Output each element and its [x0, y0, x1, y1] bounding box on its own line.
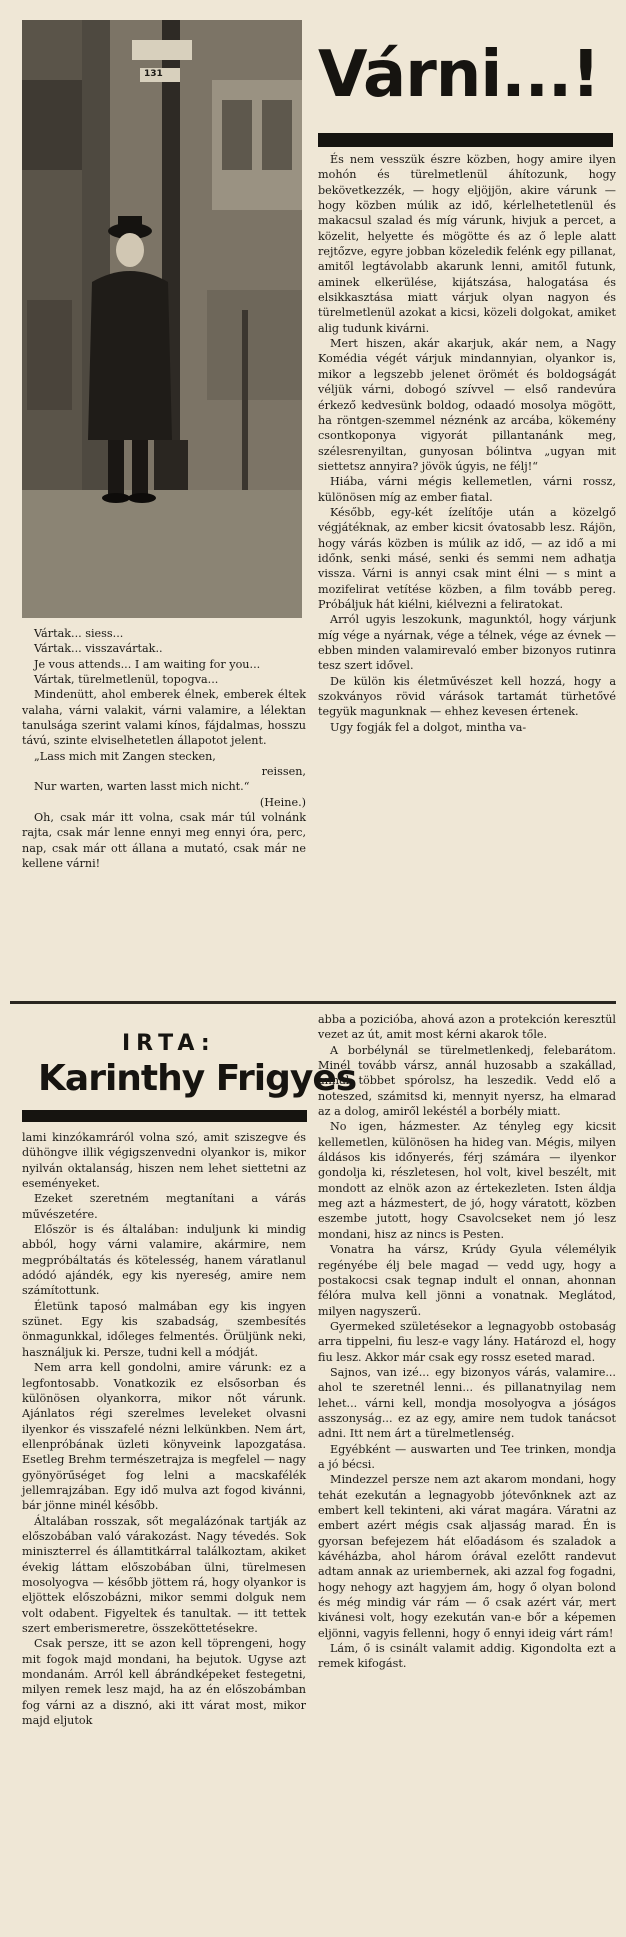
byline-label: IRTA: — [122, 1031, 216, 1056]
paragraph: lami kinzókamráról volna szó, amit sziszegve és dühöngve illik végigszenvedni olyankor is, mikor nyilván oktalanság, hiszen nem lehet siettetni az eseményeket. — [22, 1131, 306, 1191]
paragraph: Mindenütt, ahol emberek élnek, emberek éltek valaha, várni valakit, várni valamire, a lélektan tanulsága szerint valami kínos, fájdalmas, hosszu távú, szinte elviselhetetlen állapotot jelent. — [22, 688, 306, 748]
author-name: Karinthy Frigyes — [38, 1058, 357, 1099]
photo-illustration — [22, 20, 302, 618]
right-top-column — [318, 152, 616, 735]
line: Vártak... visszavártak.. — [34, 642, 163, 656]
paragraph: Mert hiszen, akár akarjuk, akár nem, a Nagy Komédia végét várjuk mindannyian, olyankor is, mikor a legszebb jelenet örömét és boldogságát véljük várni, dobogó szívvel — első randevúra érkező kedvesünk boldog, odaadó mosolya mögött, ha röntgen-szemmel néznénk az arcába, kökemény csontkoponya vigyorát pillantanánk meg, szélesrenyiltan, gunyosan bólintva „ugyan mit siettetsz annyira? jövök úgyis, ne félj!“ — [318, 337, 616, 473]
paragraph: De külön kis életművészet kell hozzá, hogy a szokványos rövid várások tartamát türhetővé tegyük magunknak — ehhez kevesen értenek. — [318, 674, 616, 719]
paragraph: Gyermeked születésekor a legnagyobb ostobaság arra tippelni, fiu lesz-e vagy lány. Határozd el, hogy fiu lesz. Akkor már csak egy rossz eseted marad. — [318, 1319, 616, 1364]
left-bottom-column — [22, 1130, 306, 1728]
paragraph: No igen, házmester. Az tényleg egy kicsit kellemetlen, különösen ha hideg van. Mégis, milyen áldásos kis időnyerés, férj számára — ilyenkor gondolja ki, részletesen, hol volt, kivel beszélt, mit mondott az elnök azon az értekezleten. Isten áldja meg azt a házmestert, de jó, hogy váratott, közben eszembe jutott, hogy Csavolcseket nem jó lesz mondani, hisz az nincs is Pesten. — [318, 1120, 616, 1241]
paragraph: Életünk taposó malmában egy kis ingyen szünet. Egy kis szabadság, szembesítés önmagunkkal, időleges felmentés. Örüljünk neki, használjuk ki. Persze, tudni kell a módját. — [22, 1299, 306, 1359]
photo-man-with-lamp — [22, 20, 302, 618]
paragraph: Oh, csak már itt volna, csak már túl volnánk rajta, csak már lenne ennyi meg ennyi óra, perc, nap, csak már ott állana a mutató, csak már ne kellene várni! — [22, 811, 306, 871]
paragraph: Lám, ő is csinált valamit addig. Kigondolta ezt a remek kifogást. — [318, 1642, 616, 1671]
street-sign-number: 131 — [144, 69, 163, 79]
paragraph: Arról ugyis leszokunk, magunktól, hogy várjunk míg vége a nyárnak, vége a télnek, vége az évnek — ebben minden valamirevaló ember bizonyos rutinra tesz szert idővel. — [318, 613, 616, 673]
title-underline-bar — [318, 133, 613, 147]
paragraph: Vonatra ha vársz, Krúdy Gyula vélemélyik regényébe élj bele magad — vedd ugy, hogy a postakocsi csak tegnap indult el onnan, ahonnan félóra mulva kell jönni a vonatnak. Meglátod, milyen nagyszerű. — [318, 1243, 616, 1318]
paragraph: Sajnos, van izé... egy bizonyos várás, valamire... ahol te szeretnél lenni... és pillanatnyilag nem lehet... várni kell, mondja mosolyogva a jóságos asszonyság... ez az egy, amire nem tudok tanácsot adni. Itt nem árt a türelmetlenség. — [318, 1365, 616, 1441]
paragraph: Csak persze, itt se azon kell töprengeni, hogy mit fogok majd mondani, ha bejutok. Ugyse azt mondanám. Arról kell ábrándképeket festegetni, milyen remek lesz majd, ha az én előszobámban fog várni az a disznó, aki itt várat most, mikor majd eljutok — [22, 1637, 306, 1728]
paragraph: Ezeket szeretném megtanítani a várás művészetére. — [22, 1192, 306, 1221]
paragraph: Hiába, várni mégis kellemetlen, várni rossz, különösen míg az ember fiatal. — [318, 475, 616, 504]
paragraph: Mindezzel persze nem azt akarom mondani, hogy tehát ezekután a legnagyobb jótevőnknek azt az embert kell tekinteni, aki várat magára. Váratni az embert azért mégis csak aljasság marad. Én is gyorsan befejezem hát előadásom és szaladok a kávéházba, ahol három órával ezelőtt randevut adtam annak az uriembernek, aki azzal fog fogadni, hogy nehogy azt hagyjem ám, hogy ő olyan bolond és még mindig vár rám — ő csak azért vár, mert kivánesi volt, hogy ezekután van-e bőr a képemen eljönni, vagyis fellenni, hogy ő ennyi ideig várt rám! — [318, 1473, 616, 1640]
paragraph: A borbélynál se türelmetlenkedj, felebarátom. Minél tovább vársz, annál huzosabb a szakállad, annál többet spórolsz, ha leszedik. Vedd elő a noteszed, számitsd ki, mennyit nyersz, ha elmarad az a dolog, amiről lekéstél a borbély miatt. — [318, 1043, 616, 1119]
quote-line: Nur warten, warten lasst mich nicht.“ — [34, 780, 250, 794]
paragraph: És nem vesszük észre közben, hogy amire ilyen mohón és türelmetlenül áhítozunk, hogy bekövetkezzék, — hogy eljöjjön, akire várunk — hogy közben múlik az idő, kérlelhetetlenül és makacsul szalad és míg várunk, hivjuk a percet, a közelit, helyette és mögötte és az ő leple alatt rejtőzve, egyre jobban közeledik felénk egy pillanat, amitől legtávolabb akarunk lenni, amitől futunk, aminek elkerülése, kijátszása, halogatása és elsikkasztása miatt várjuk olyan nagyon és türelmetlenül azokat a kicsi, közeli dolgokat, amiket alig tudunk kivárni. — [318, 153, 616, 335]
right-bottom-column — [318, 1012, 616, 1672]
line: Je vous attends... I am waiting for you... — [34, 657, 261, 671]
left-top-column — [22, 626, 306, 872]
paragraph: Általában rosszak, sőt megalázónak tartják az előszobában való várakozást. Nagy tévedés. Sok miniszterrel és államtitkárral találkoztam, akiket évekig láttam előszobában ülni, türelmesen mosolyogva — később jöttem rá, hogy olyankor is eljöttek előszobázni, mikor semmi dolguk nem volt odabent. Figyeltek és tanultak. — itt tettek szert emberismeretre, összeköttetésekre. — [22, 1514, 306, 1635]
paragraph: Később, egy-két ízelítője után a közelgő végjátéknak, az ember kicsit óvatosabb lesz. Rájön, hogy várás közben is múlik az idő, — az idő a mi időnk, senki másé, senki és semmi nem adhatja vissza. Várni is annyi csak mint élni — s mint a mozifelirat vetítése közben, a film tovább pereg. Próbáljuk hát kiélni, kiélvezni a feliratokat. — [318, 505, 616, 611]
paragraph: Először is és általában: induljunk ki mindig abból, hogy várni valamire, akármire, nem megpróbáltatás és kötelesség, hanem váratlanul adódó ajándék, egy kis nyereség, amire nem számítottunk. — [22, 1223, 306, 1298]
paragraph: Egyébként — auswarten und Tee trinken, mondja a jó bécsi. — [318, 1442, 616, 1471]
paragraph: abba a pozicióba, ahová azon a protekción keresztül vezet az út, amit most kérni akarok tőle. — [318, 1013, 616, 1042]
quote-line: reissen, — [261, 765, 306, 779]
section-divider — [10, 1001, 616, 1004]
quote-line: „Lass mich mit Zangen stecken, — [34, 749, 216, 763]
article-title: Várni...! — [318, 38, 600, 112]
quote-author: (Heine.) — [259, 795, 306, 809]
paragraph: Nem arra kell gondolni, amire várunk: ez a legfontosabb. Vonatkozik ez elsősorban és különösen olyankorra, mikor nőt várunk. Ajánlatos régi szerelmes leveleket olvasni ilyenkor és visszafelé nézni lelkünkben. Nem árt, ellenpróbának üzleti könyveink lapozgatása. Esetleg Brehm természetrajza is megfelel — nagy gyönyörűséget fog lelni a macskafélék jellemrajzában. Egy idő mulva azt fogod kivánni, bár jönne minél később. — [22, 1361, 306, 1513]
line: Vártak... siess... — [34, 627, 124, 640]
byline-underline-bar — [22, 1110, 307, 1122]
paragraph: Ugy fogják fel a dolgot, mintha va- — [330, 720, 527, 734]
line: Vártak, türelmetlenül, topogva... — [34, 673, 219, 687]
